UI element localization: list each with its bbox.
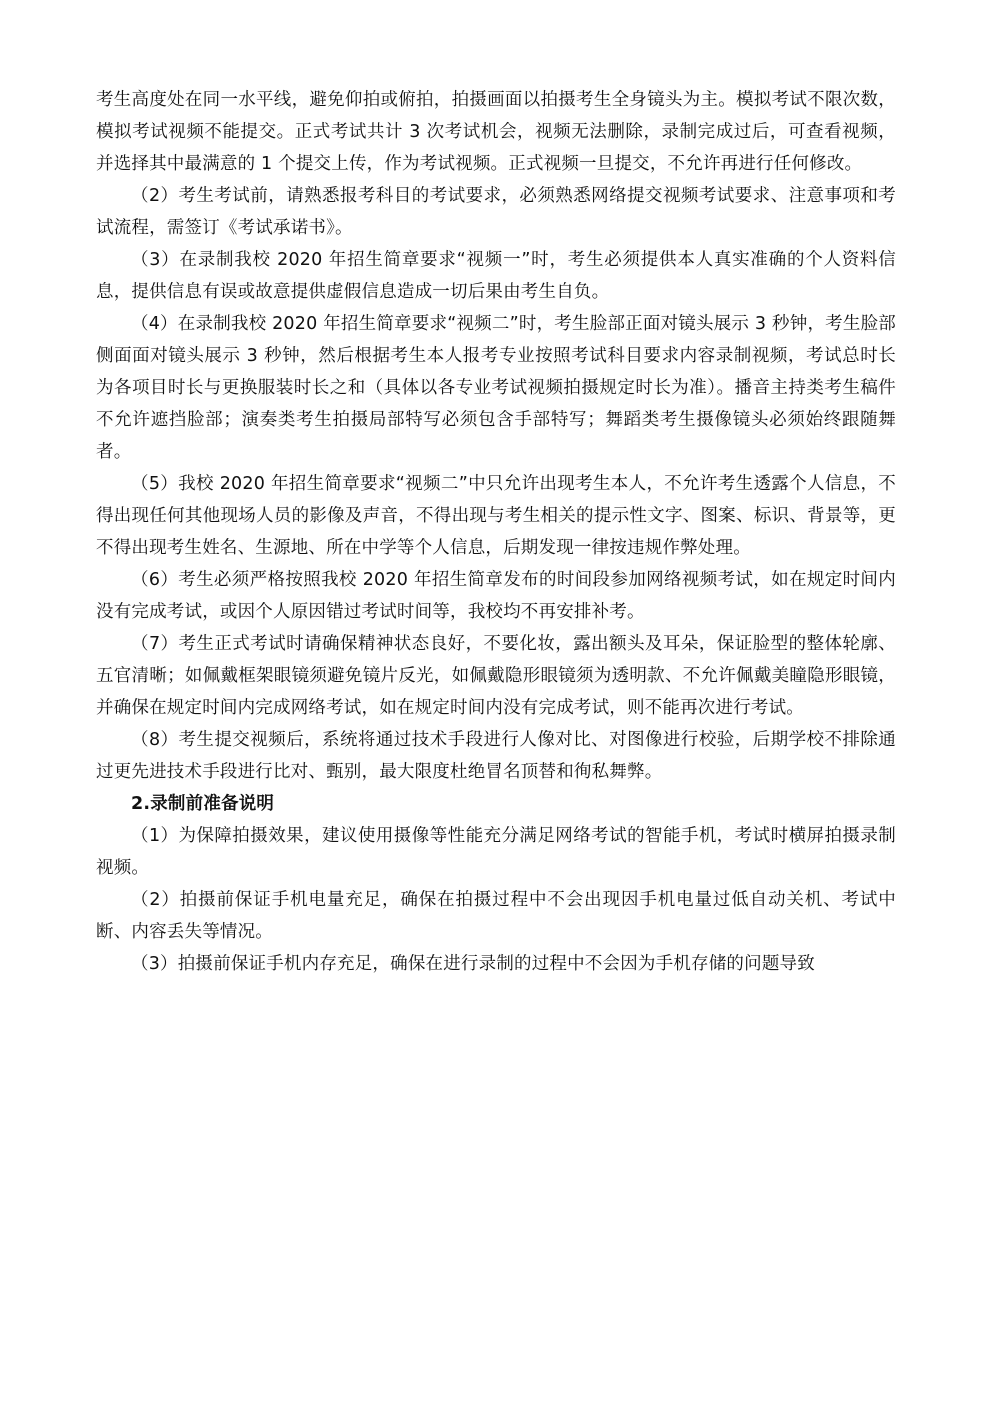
paragraph-item-2: （2）考生考试前，请熟悉报考科目的考试要求，必须熟悉网络提交视频考试要求、注意事项和考试流程，需签订《考试承诺书》。 <box>96 186 896 238</box>
paragraph-prep-3: （3）拍摄前保证手机内存充足，确保在进行录制的过程中不会因为手机存储的问题导致 <box>131 954 815 974</box>
paragraph-item-4: （4）在录制我校 2020 年招生简章要求“视频二”时，考生脸部正面对镜头展示 3 秒钟，考生脸部侧面面对镜头展示 3 秒钟，然后根据考生本人报考专业按照考试科目要求内容录制视频，考试总时长为各项目时长与更换服装时长之和（具体以各专业考试视频拍摄规定时长为准）。播音主持类考生稿件不允许遮挡脸部；演奏类考生拍摄局部特写必须包含手部特写；舞蹈类考生摄像镜头必须始终跟随舞者。 <box>96 314 896 462</box>
paragraph-item-6: （6）考生必须严格按照我校 2020 年招生简章发布的时间段参加网络视频考试，如在规定时间内没有完成考试，或因个人原因错过考试时间等，我校均不再安排补考。 <box>96 570 896 622</box>
paragraph-item-3: （3）在录制我校 2020 年招生简章要求“视频一”时，考生必须提供本人真实准确的个人资料信息，提供信息有误或故意提供虚假信息造成一切后果由考生自负。 <box>96 250 896 302</box>
paragraph-prep-2: （2）拍摄前保证手机电量充足，确保在拍摄过程中不会出现因手机电量过低自动关机、考试中断、内容丢失等情况。 <box>96 890 896 942</box>
section-heading: 2.录制前准备说明 <box>131 794 275 814</box>
paragraph-item-8: （8）考生提交视频后，系统将通过技术手段进行人像对比、对图像进行校验，后期学校不排除通过更先进技术手段进行比对、甄别，最大限度杜绝冒名顶替和徇私舞弊。 <box>96 730 896 782</box>
paragraph-item-5: （5）我校 2020 年招生简章要求“视频二”中只允许出现考生本人，不允许考生透露个人信息，不得出现任何其他现场人员的影像及声音，不得出现与考生相关的提示性文字、图案、标识、背景等，更不得出现考生姓名、生源地、所在中学等个人信息，后期发现一律按违规作弊处理。 <box>96 474 896 558</box>
document-page <box>96 84 896 980</box>
paragraph-prep-1: （1）为保障拍摄效果，建议使用摄像等性能充分满足网络考试的智能手机，考试时横屏拍摄录制视频。 <box>96 826 896 878</box>
paragraph-item-7: （7）考生正式考试时请确保精神状态良好，不要化妆，露出额头及耳朵，保证脸型的整体轮廓、五官清晰；如佩戴框架眼镜须避免镜片反光，如佩戴隐形眼镜须为透明款、不允许佩戴美瞳隐形眼镜，并确保在规定时间内完成网络考试，如在规定时间内没有完成考试，则不能再次进行考试。 <box>96 634 896 718</box>
paragraph-continuation: 考生高度处在同一水平线，避免仰拍或俯拍，拍摄画面以拍摄考生全身镜头为主。模拟考试不限次数，模拟考试视频不能提交。正式考试共计 3 次考试机会，视频无法删除，录制完成过后，可查看视频，并选择其中最满意的 1 个提交上传，作为考试视频。正式视频一旦提交，不允许再进行任何修改。 <box>96 90 896 174</box>
